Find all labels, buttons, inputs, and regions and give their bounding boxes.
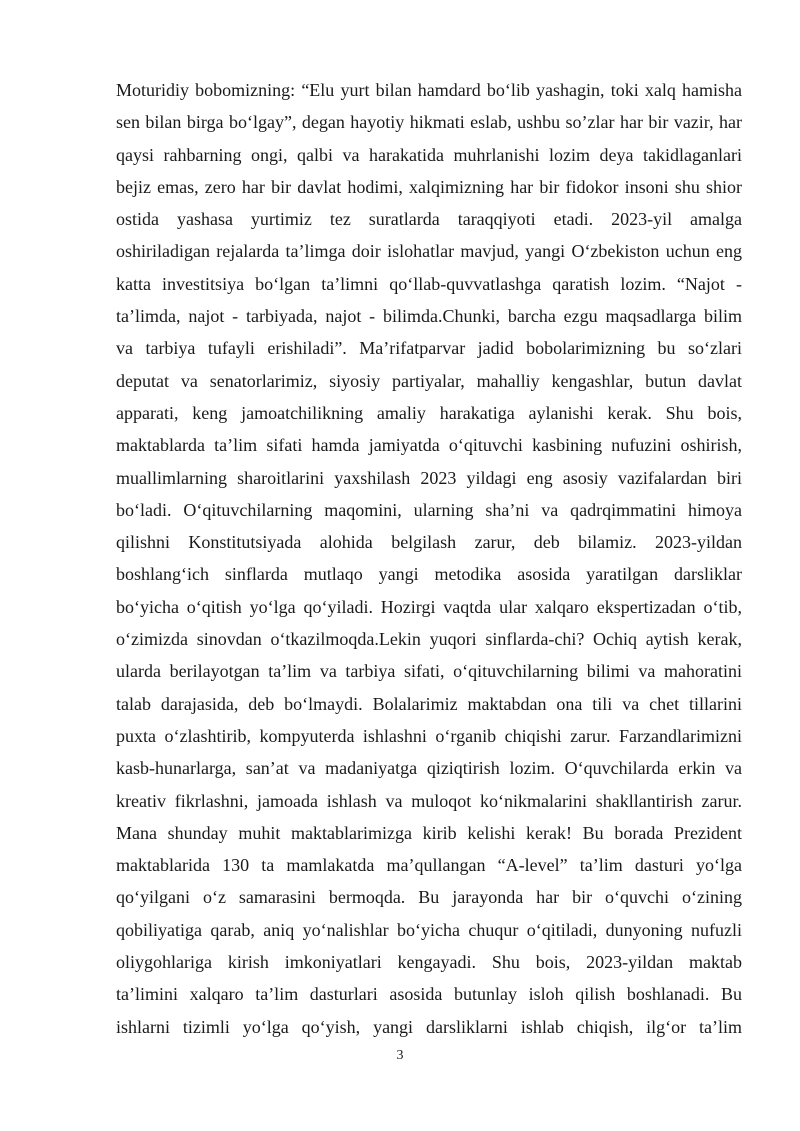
text-line: qobiliyatiga qarab, aniq yo‘nalishlar bo‘yicha chuqur o‘qitiladi, dunyoning nufuzli <box>116 919 742 940</box>
text-line: ostida yashasa yurtimiz tez suratlarda taraqqiyoti etadi. 2023-yil amalga <box>116 209 742 230</box>
text-line: Mana shunday muhit maktablarimizga kirib kelishi kerak! Bu borada Prezident <box>116 822 742 843</box>
text-line: kasb-hunarlarga, san’at va madaniyatga qiziqtirish lozim. O‘quvchilarda erkin va <box>116 758 742 779</box>
text-line: bejiz emas, zero har bir davlat hodimi, xalqimizning har bir fidokor insoni shu shior <box>116 176 742 197</box>
text-line: deputat va senatorlarimiz, siyosiy partiyalar, mahalliy kengashlar, butun davlat <box>116 370 742 391</box>
text-line: muallimlarning sharoitlarini yaxshilash 2023 yildagi eng asosiy vazifalardan biri <box>116 467 742 488</box>
text-line: qaysi rahbarning ongi, qalbi va harakatida muhrlanishi lozim deya takidlaganlari <box>116 144 742 165</box>
text-line: ishlarni tizimli yo‘lga qo‘yish, yangi darsliklarni ishlab chiqish, ilg‘or ta’lim <box>116 1016 742 1037</box>
text-line: va tarbiya tufayli erishiladi”. Ma’rifatparvar jadid bobolarimizning bu so‘zlari <box>116 338 742 359</box>
text-line: ularda berilayotgan ta’lim va tarbiya sifati, o‘qituvchilarning bilimi va mahoratini <box>116 661 742 682</box>
text-line: bo‘ladi. O‘qituvchilarning maqomini, ularning sha’ni va qadrqimmatini himoya <box>116 499 742 520</box>
text-line: puxta o‘zlashtirib, kompyuterda ishlashni o‘rganib chiqishi zarur. Farzandlarimizni <box>116 725 742 746</box>
text-line: oshiriladigan rejalarda ta’limga doir islohatlar mavjud, yangi O‘zbekiston uchun eng <box>116 241 742 262</box>
text-line: ta’limini xalqaro ta’lim dasturlari asosida butunlay isloh qilish boshlanadi. Bu <box>116 984 742 1005</box>
text-line: katta investitsiya bo‘lgan ta’limni qo‘llab-quvvatlashga qaratish lozim. “Najot - <box>116 273 742 294</box>
text-line: Moturidiy bobomizning: “Elu yurt bilan hamdard bo‘lib yashagin, toki xalq hamisha <box>116 80 742 100</box>
text-line: qilishni Konstitutsiyada alohida belgilash zarur, deb bilamiz. 2023-yildan <box>116 532 742 553</box>
text-line: o‘zimizda sinovdan o‘tkazilmoqda.Lekin yuqori sinflarda-chi? Ochiq aytish kerak, <box>116 629 742 650</box>
text-line: qo‘yilgani o‘z samarasini bermoqda. Bu jarayonda har bir o‘quvchi o‘zining <box>116 887 742 908</box>
text-line: sen bilan birga bo‘lgay”, degan hayotiy hikmati eslab, ushbu so’zlar har bir vazir, har <box>116 112 742 133</box>
text-line: oliygohlariga kirish imkoniyatlari kengayadi. Shu bois, 2023-yildan maktab <box>116 952 742 973</box>
body-paragraph <box>116 74 742 1043</box>
text-line: talab darajasida, deb bo‘lmaydi. Bolalarimiz maktabdan ona tili va chet tillarini <box>116 693 742 714</box>
text-line: boshlang‘ich sinflarda mutlaqo yangi metodika asosida yaratilgan darsliklar <box>116 564 742 585</box>
text-line: ta’limda, najot - tarbiyada, najot - bilimda.Chunki, barcha ezgu maqsadlarga bilim <box>116 306 742 327</box>
text-line: maktablarida 130 ta mamlakatda ma’qullangan “A-level” ta’lim dasturi yo‘lga <box>116 855 742 876</box>
text-line: apparati, keng jamoatchilikning amaliy harakatiga aylanishi kerak. Shu bois, <box>116 402 742 423</box>
page-number: 3 <box>396 1048 404 1063</box>
text-line: maktablarda ta’lim sifati hamda jamiyatda o‘qituvchi kasbining nufuzini oshirish, <box>116 435 742 456</box>
text-line: bo‘yicha o‘qitish yo‘lga qo‘yiladi. Hozirgi vaqtda ular xalqaro ekspertizadan o‘tib, <box>116 596 742 617</box>
text-line: kreativ fikrlashni, jamoada ishlash va muloqot ko‘nikmalarini shakllantirish zarur. <box>116 790 742 811</box>
